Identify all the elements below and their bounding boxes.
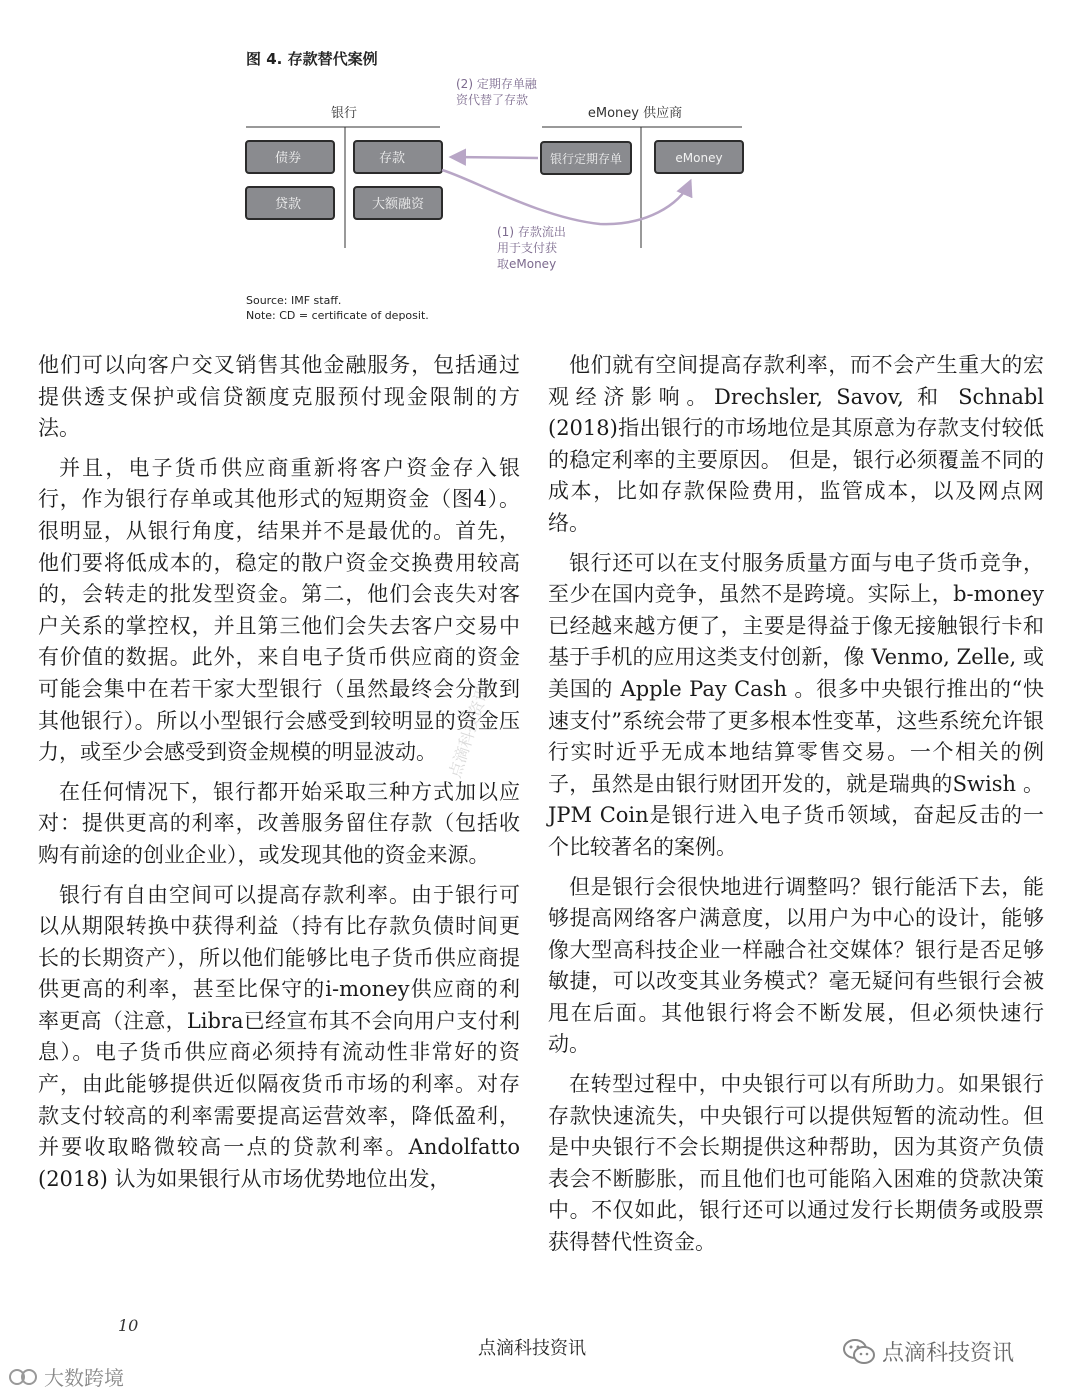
left-paragraph: 他们可以向客户交叉销售其他金融服务，包括通过提供透支保护或信贷额度克服预付现金限制的方法。 — [38, 353, 520, 441]
bank-liability-box-deposits — [354, 141, 442, 173]
figure-note: Note: CD = certificate of deposit. — [246, 309, 429, 322]
svg-text:大额融资: 大额融资 — [371, 197, 425, 212]
deposit-substitution-diagram — [0, 0, 1080, 340]
right-paragraph: 银行还可以在支付服务质量方面与电子货币竞争，至少在国内竞争，虽然不是跨境。实际上，b-money已经越来越方便了，主要是得益于像无接触银行卡和基于手机的应用这类支付创新，像 Venmo, Zelle, 或美国的 Apple Pay Cash 。很多中央银行推出的“快速支付”系统会带了更多根本性变革，这些系统允许银行实时近乎无成本地结算零售交易。一个相关的例子，虽然是由银行财团开发的，就是瑞典的Swish 。 JPM Coin是银行进入电子货币领域，奋起反击的一个比较著名的案例。 — [548, 550, 1044, 859]
figure-source: Source: IMF staff. — [246, 294, 342, 307]
svg-text:债券: 债券 — [274, 151, 302, 166]
wechat-icon — [842, 1338, 876, 1366]
wechat-label: 点滴科技资讯 — [882, 1341, 1015, 1366]
left-column — [38, 350, 520, 1203]
watermark-label: 大数跨境 — [44, 1366, 124, 1390]
left-paragraph: 并且，电子货币供应商重新将客户资金存入银行，作为银行存单或其他形式的短期资金（图4）。很明显，从银行角度，结果并不是最优的。首先，他们要将低成本的，稳定的散户资金交换费用较高的，会转走的批发型资金。第二，他们会丧失对客户关系的掌控权，并且第三他们会失去客户交易中有价值的数据。此外，来自电子货币供应商的资金可能会集中在若干家大型银行（虽然最终会分散到其他银行）。所以小型银行会感受到较明显的资金压力，或至少会感受到资金规模的明显波动。 — [38, 455, 520, 765]
right-column — [548, 350, 1044, 1267]
bank-liability-box-wholesale — [354, 187, 442, 219]
svg-text:存款: 存款 — [378, 151, 406, 166]
right-paragraph: 他们就有空间提高存款利率，而不会产生重大的宏观经济影响。Drechsler, Savov, 和 Schnabl (2018)指出银行的市场地位是其原意为存款支付较低的稳定利率的主要原因。 但是，银行必须覆盖不同的成本，比如存款保险费用，监管成本，以及网点网络。 — [548, 353, 1044, 535]
footer-source: 点滴科技资讯 — [478, 1338, 586, 1359]
svg-text:银行定期存单: 银行定期存单 — [549, 152, 623, 166]
right-paragraph: 在转型过程中，中央银行可以有所助力。如果银行存款快速流失，中央银行可以提供短暂的流动性。但是中央银行不会长期提供这种帮助，因为其资产负债表会不断膨胀，而且他们也可能陷入困难的贷款决策中。不仅如此，银行还可以通过发行长期债务或股票获得替代性资金。 — [548, 1072, 1044, 1255]
arrow-cd-to-deposits — [452, 157, 538, 158]
svg-text:贷款: 贷款 — [274, 197, 302, 212]
bottom-left-watermark — [8, 1362, 124, 1391]
provider-liability-box-emoney — [655, 141, 743, 173]
left-paragraph: 在任何情况下，银行都开始采取三种方式加以应对：提供更高的利率，改善服务留住存款（包括收购有前途的创业企业），或发现其他的资金来源。 — [38, 779, 520, 867]
wechat-account — [842, 1336, 1014, 1367]
provider-asset-box-cd — [541, 142, 631, 174]
arrow-deposits-to-emoney — [442, 170, 690, 224]
right-paragraph: 但是银行会很快地进行调整吗？银行能活下去，能够提高网络客户满意度，以用户为中心的设计，能够像大型高科技企业一样融合社交媒体？银行是否足够敏捷，可以改变其业务模式？毫无疑问有些银行会被甩在后面。其他银行将会不断发展，但必须快速行动。 — [548, 874, 1044, 1057]
bank-label: 银行 — [330, 106, 358, 121]
left-paragraph: 银行有自由空间可以提高存款利率。由于银行可以从期限转换中获得利益（持有比存款负债时间更长的长期资产），所以他们能够比电子货币供应商提供更高的利率，甚至比保守的i-money供应商的利率更高（注意，Libra已经宣布其不会向用户支付利息）。电子货币供应商必须持有流动性非常好的资产，由此能够提供近似隔夜货币市场的利率。对存款支付较高的利率需要提高运营效率，降低盈利，并要收取略微较高一点的贷款利率。Andolfatto (2018) 认为如果银行从市场优势地位出发， — [38, 882, 520, 1191]
bank-asset-box-bonds — [246, 141, 334, 173]
bank-asset-box-loans — [246, 187, 334, 219]
diagonal-watermark: 点滴科技资讯 — [445, 683, 493, 781]
svg-text:eMoney: eMoney — [675, 151, 723, 165]
page-number: 10 — [118, 1316, 139, 1335]
arrow-bottom-label: (1) 存款流出 用于支付获 取eMoney — [497, 225, 566, 271]
logo-icon — [8, 1366, 38, 1388]
arrow-top-label: (2) 定期存单融 资代替了存款 — [456, 77, 537, 107]
figure-title: 图 4. 存款替代案例 — [246, 50, 378, 68]
provider-label: eMoney 供应商 — [587, 106, 683, 121]
